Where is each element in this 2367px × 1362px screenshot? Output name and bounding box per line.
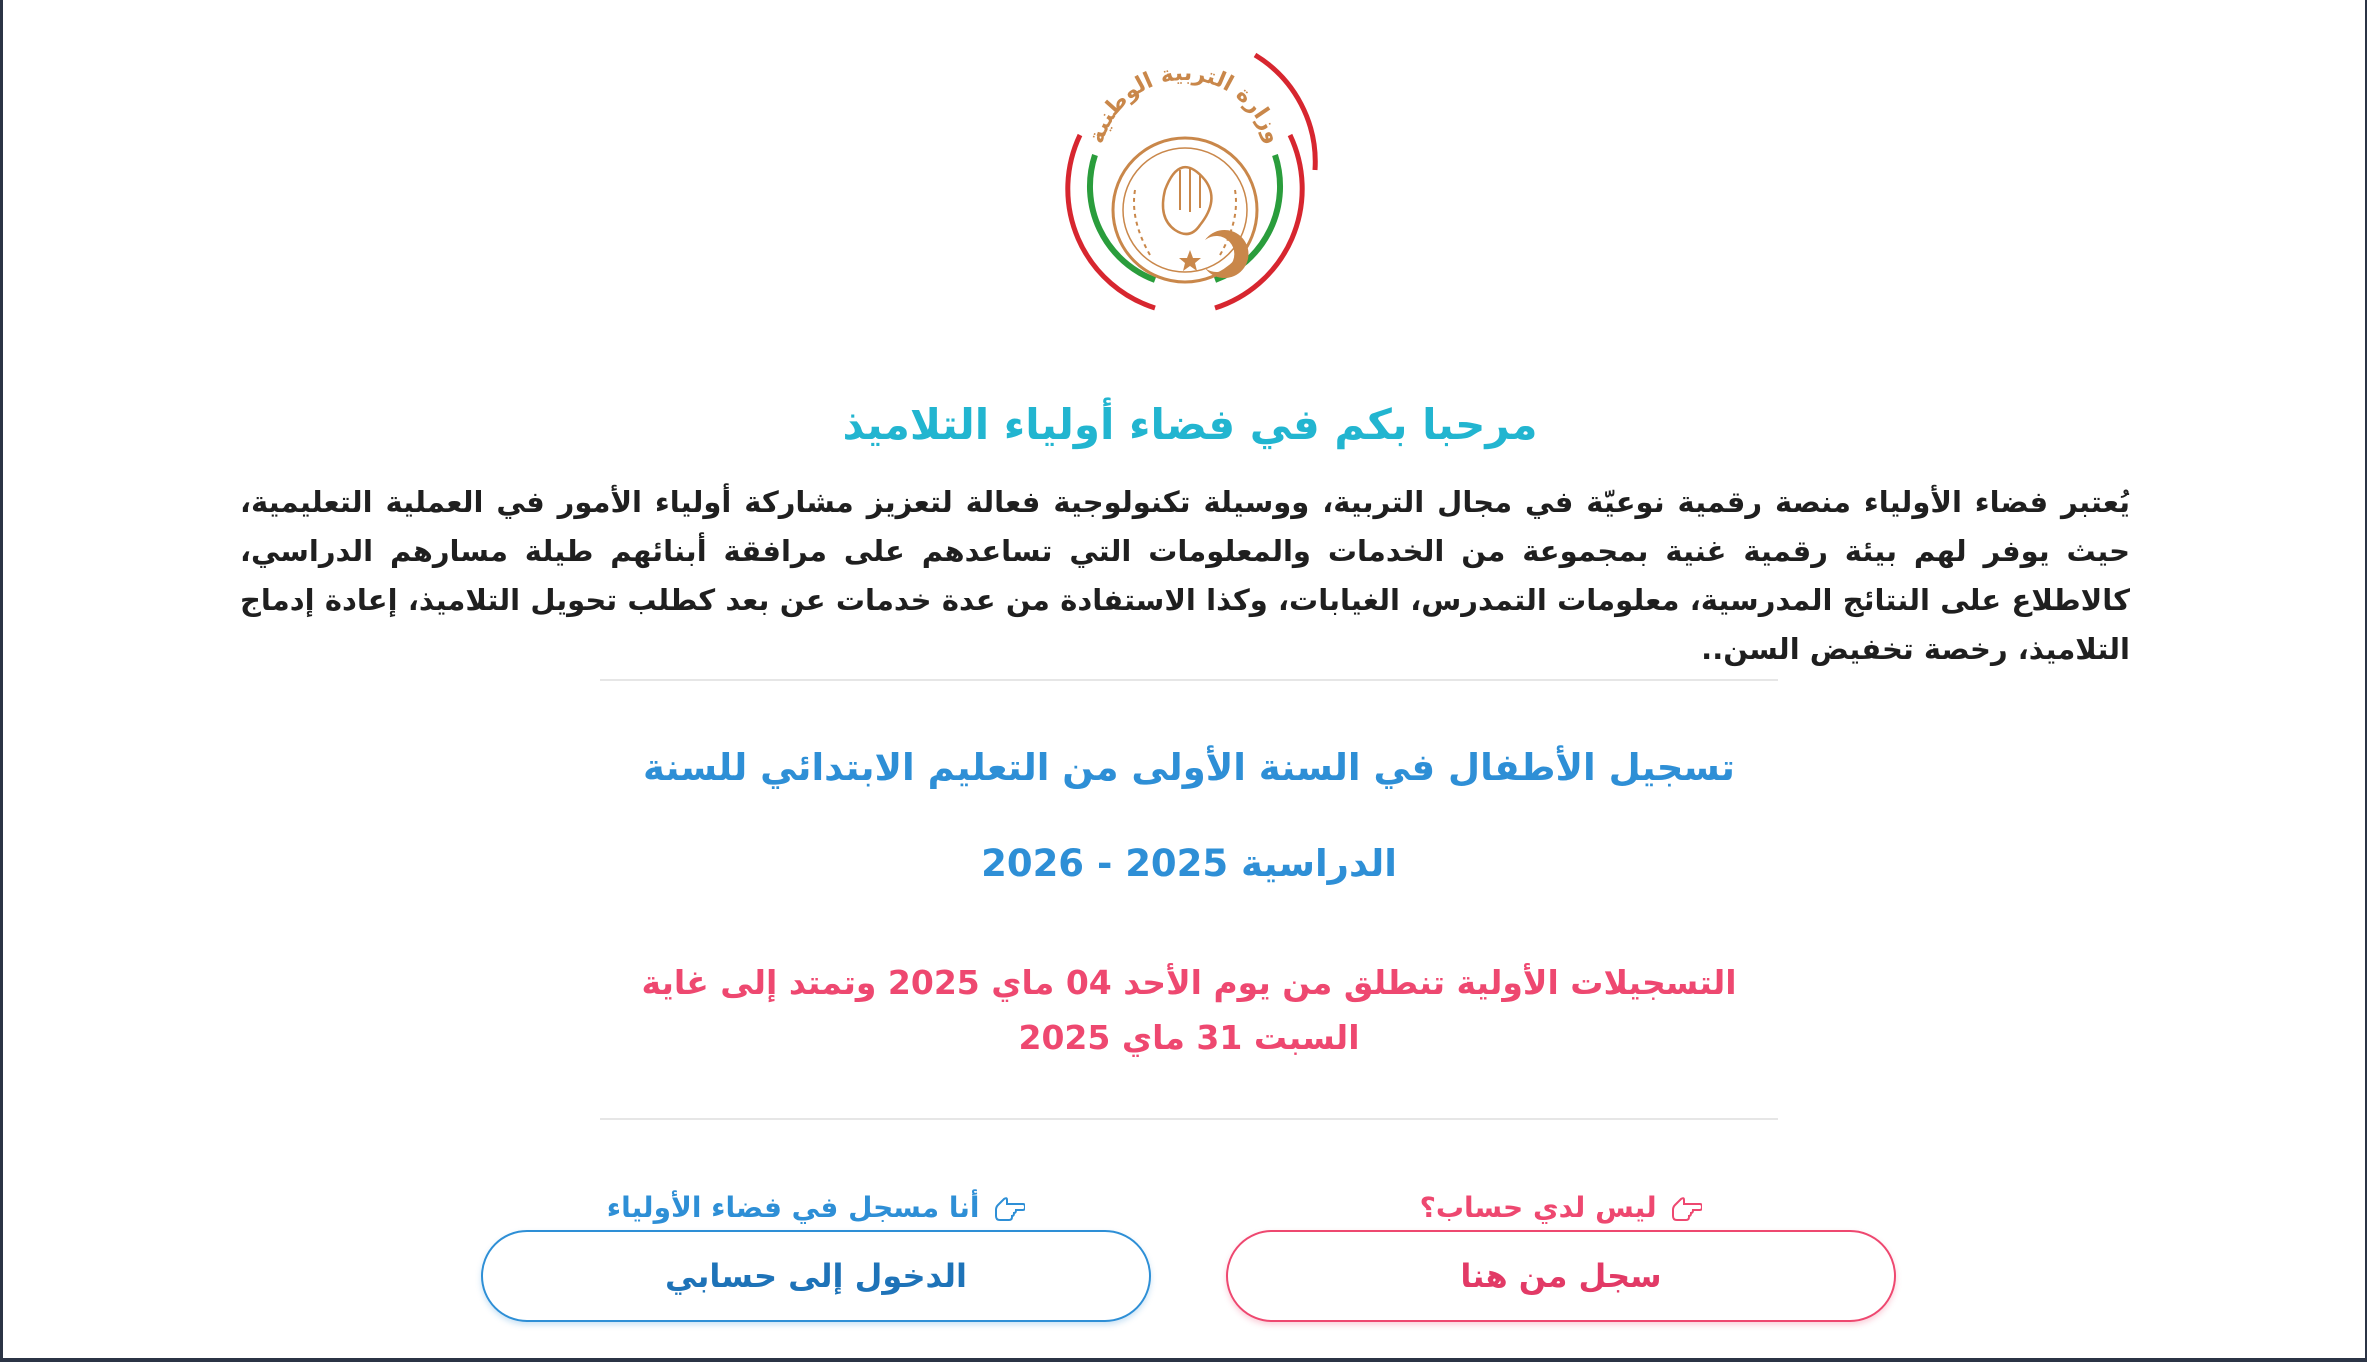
- login-button[interactable]: الدخول إلى حسابي: [481, 1230, 1151, 1322]
- intro-paragraph: يُعتبر فضاء الأولياء منصة رقمية نوعيّة في مجال التربية، ووسيلة تكنولوجية فعالة لتعزيز مشاركة أولياء الأمور في العملية التعليمية، حيث يوفر لهم بيئة رقمية غنية بمجموعة من الخدمات والمعلومات التي تساعدهم على مرافقة أبنائهم طيلة مسارهم الدراسي، كالاطلاع على النتائج المدرسية، معلومات التمدرس، الغيابات، وكذا الاستفادة من عدة خدمات عن بعد كطلب تحويل التلاميذ، إعادة إدماج التلاميذ، رخصة تخفيض السن..: [240, 485, 2130, 666]
- pointing-hand-icon: [995, 1196, 1025, 1222]
- register-button[interactable]: سجل من هنا: [1226, 1230, 1896, 1322]
- register-section: [1226, 1188, 1896, 1295]
- registration-notice: التسجيلات الأولية تنطلق من يوم الأحد 04 ماي 2025 وتمتد إلى غاية السبت 31 ماي 2025: [641, 963, 1737, 1057]
- register-prompt: [1226, 1188, 1896, 1228]
- ministry-emblem-icon: [1040, 40, 1330, 320]
- registration-title: تسجيل الأطفال في السنة الأولى من التعليم الابتدائي للسنة الدراسية 2025 - 2026: [643, 746, 1735, 885]
- welcome-title: مرحبا بكم في فضاء أولياء التلاميذ: [842, 400, 1538, 449]
- pointing-hand-icon: [1672, 1196, 1702, 1222]
- section-divider-bottom: [600, 1118, 1778, 1120]
- register-prompt-text: ليس لدي حساب؟: [1419, 1191, 1657, 1224]
- ministry-name-text: وزارة التربية الوطنية: [1084, 60, 1286, 147]
- login-section: [481, 1188, 1151, 1295]
- section-divider-top: [600, 679, 1778, 681]
- login-prompt-text: أنا مسجل في فضاء الأولياء: [606, 1191, 980, 1224]
- ministry-logo: [1040, 40, 1330, 320]
- login-prompt: [481, 1188, 1151, 1228]
